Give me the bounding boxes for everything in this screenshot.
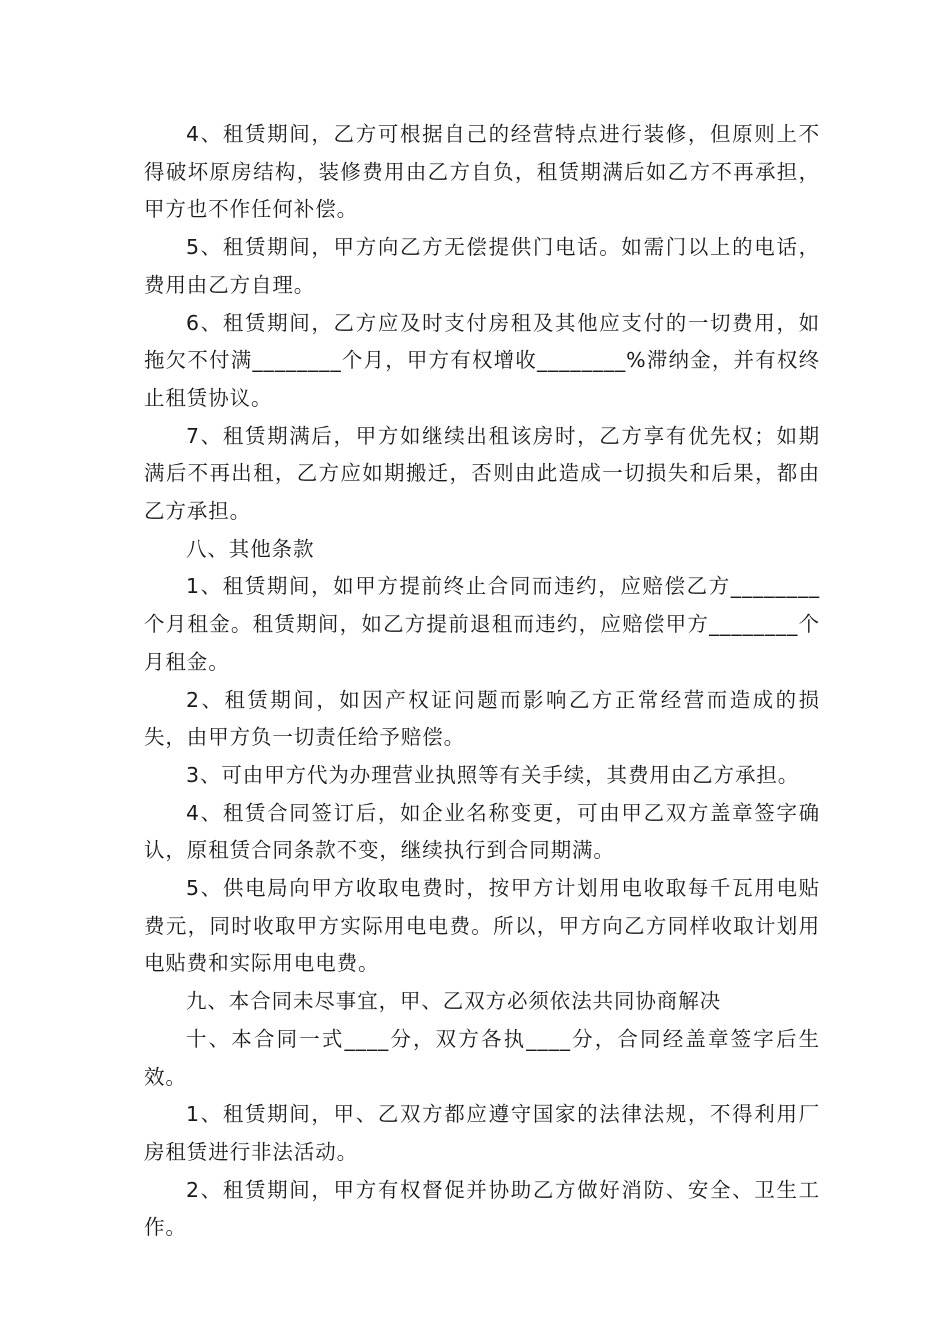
section-heading: 八、其他条款	[186, 536, 315, 561]
clause-paragraph: 7、租赁期满后，甲方如继续出租该房时，乙方享有优先权；如期满后不再出租，乙方应如期搬迁，否则由此造成一切损失和后果，都由乙方承担。	[144, 423, 820, 524]
clause-paragraph: 2、租赁期间，如因产权证问题而影响乙方正常经营而造成的损失，由甲方负一切责任给予赔偿。	[144, 687, 820, 750]
section-heading: 九、本合同未尽事宜，甲、乙双方必须依法共同协商解决	[186, 989, 721, 1014]
clause-paragraph: 5、租赁期间，甲方向乙方无偿提供门电话。如需门以上的电话，费用由乙方自理。	[144, 235, 820, 297]
document-body	[144, 116, 820, 1247]
clause-paragraph: 5、供电局向甲方收取电费时，按甲方计划用电收取每千瓦用电贴费元，同时收取甲方实际用电电费。所以，甲方向乙方同样收取计划用电贴费和实际用电电费。	[144, 876, 820, 976]
clause-paragraph: 4、租赁合同签订后，如企业名称变更，可由甲乙双方盖章签字确认，原租赁合同条款不变，继续执行到合同期满。	[144, 800, 820, 863]
clause-paragraph: 3、可由甲方代为办理营业执照等有关手续，其费用由乙方承担。	[186, 762, 800, 787]
clause-paragraph: 2、租赁期间，甲方有权督促并协助乙方做好消防、安全、卫生工作。	[144, 1177, 820, 1240]
clause-paragraph: 1、租赁期间，如甲方提前终止合同而违约，应赔偿乙方________个月租金。租赁期间，如乙方提前退租而违约，应赔偿甲方________个月租金。	[144, 574, 820, 674]
clause-paragraph: 1、租赁期间，甲、乙双方都应遵守国家的法律法规，不得利用厂房租赁进行非法活动。	[144, 1102, 820, 1164]
clause-paragraph: 6、租赁期间，乙方应及时支付房租及其他应支付的一切费用，如拖欠不付满________个月，甲方有权增收________%滞纳金，并有权终止租赁协议。	[144, 310, 820, 410]
section-heading: 十、本合同一式____分，双方各执____分，合同经盖章签字后生效。	[144, 1026, 820, 1089]
clause-paragraph: 4、租赁期间，乙方可根据自己的经营特点进行装修，但原则上不得破坏原房结构，装修费用由乙方自负，租赁期满后如乙方不再承担，甲方也不作任何补偿。	[144, 122, 820, 222]
